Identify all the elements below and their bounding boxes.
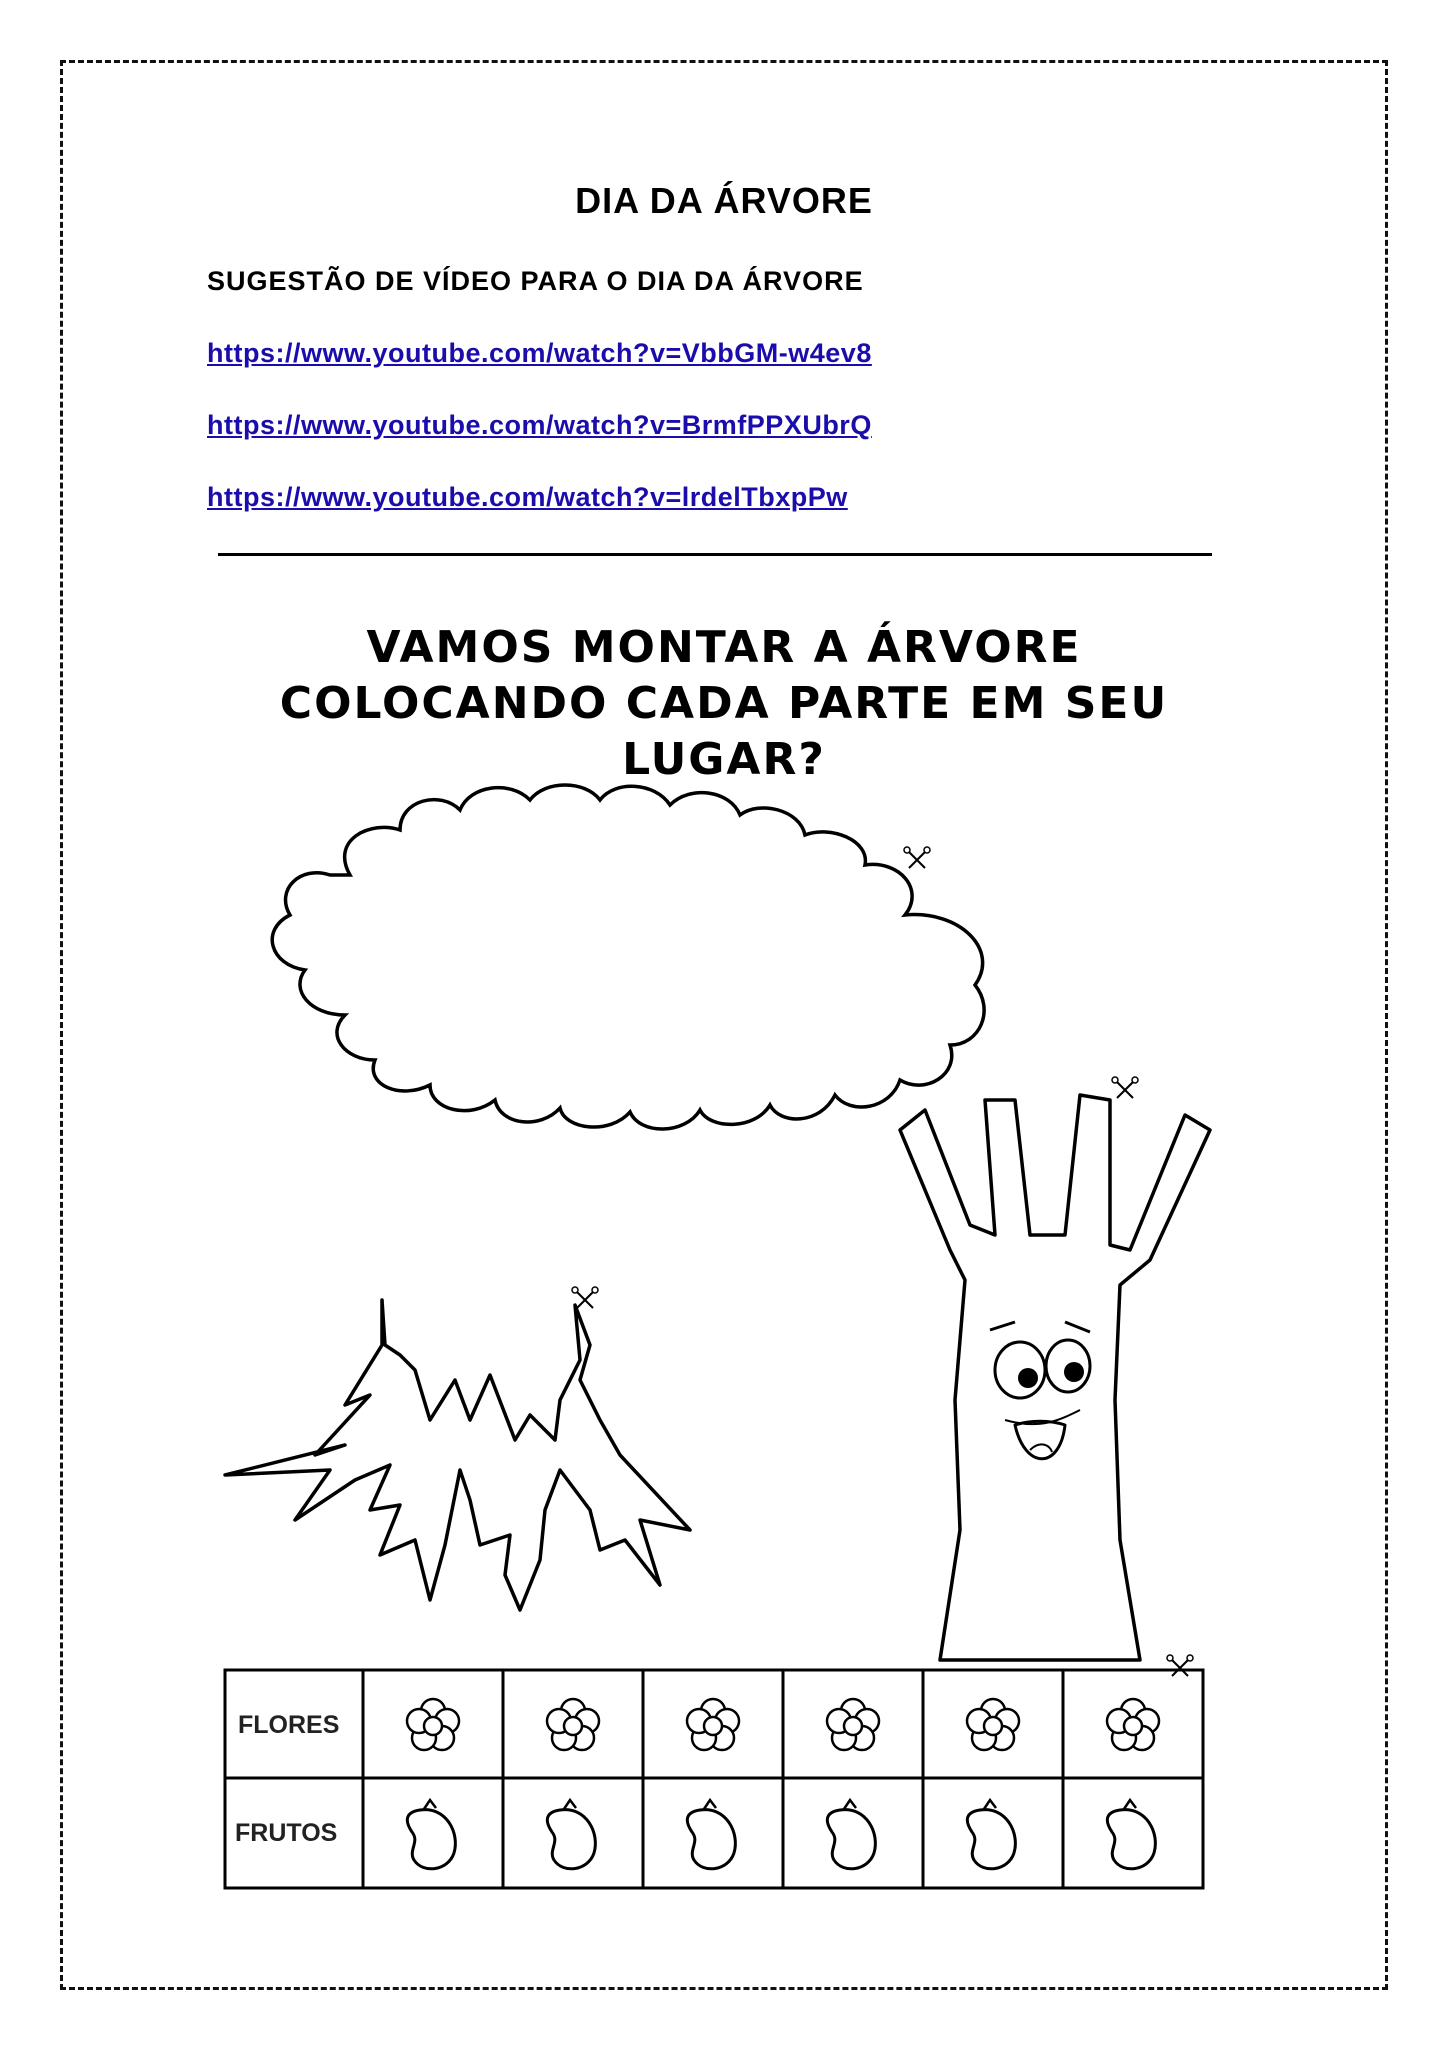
cloud-canopy-cutout xyxy=(272,785,984,1129)
flowers-fruits-table xyxy=(225,1670,1203,1888)
video-link-3[interactable]: https://www.youtube.com/watch?v=lrdelTbxpPw xyxy=(207,482,848,512)
tree-roots-cutout xyxy=(225,1300,690,1610)
activity-heading-line-3: LUGAR? xyxy=(622,734,826,785)
scissors-icon xyxy=(1112,1077,1138,1098)
row-label-flores: FLORES xyxy=(238,1711,340,1739)
scissors-icon xyxy=(904,847,930,868)
tree-trunk-face-cutout xyxy=(900,1095,1210,1660)
row-label-frutos: FRUTOS xyxy=(235,1819,338,1847)
page-title: DIA DA ÁRVORE xyxy=(575,180,873,221)
video-suggestion-heading: SUGESTÃO DE VÍDEO PARA O DIA DA ÁRVORE xyxy=(207,266,864,296)
activity-heading-line-1: VAMOS MONTAR A ÁRVORE xyxy=(366,622,1082,673)
activity-heading-line-2: COLOCANDO CADA PARTE EM SEU xyxy=(279,678,1169,729)
video-link-1[interactable]: https://www.youtube.com/watch?v=VbbGM-w4ev8 xyxy=(207,338,872,368)
video-link-2[interactable]: https://www.youtube.com/watch?v=BrmfPPXUbrQ xyxy=(207,410,872,440)
